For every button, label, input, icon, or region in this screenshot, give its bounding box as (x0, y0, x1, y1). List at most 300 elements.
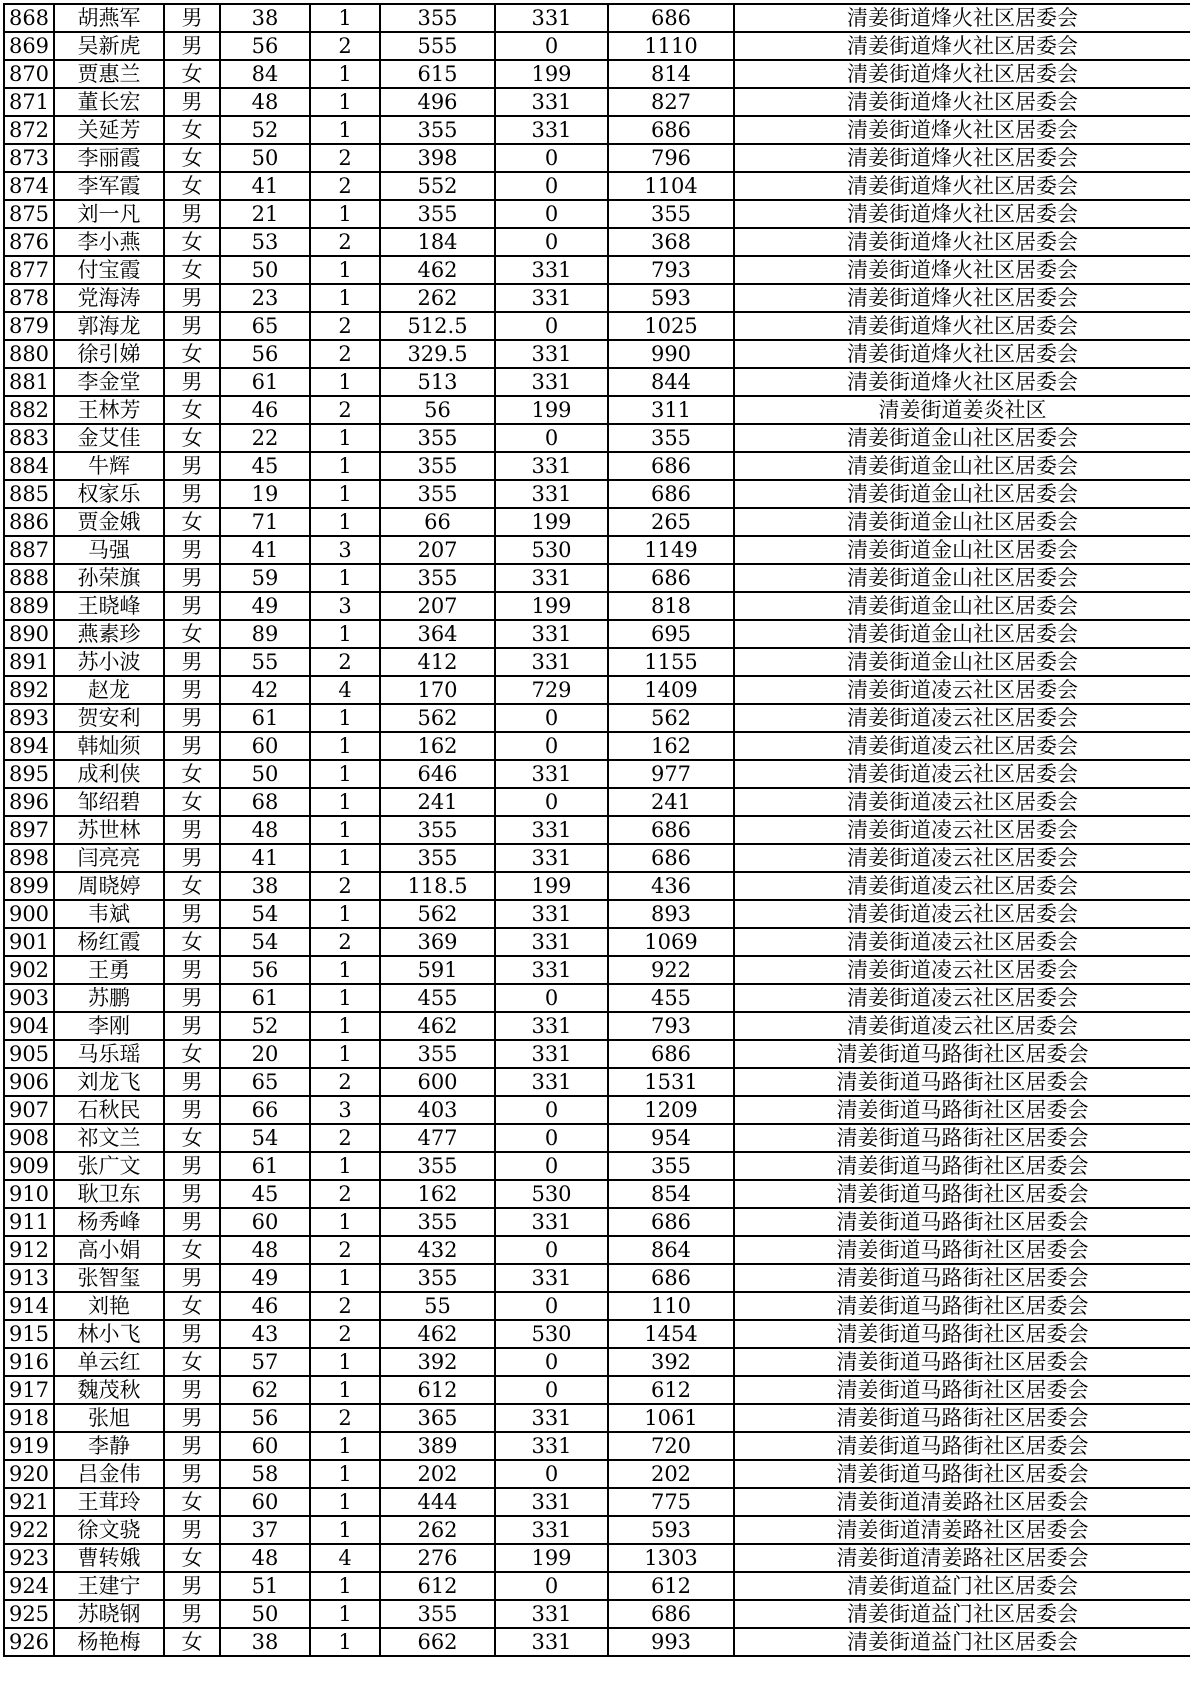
table-row (4, 368, 1190, 396)
household-size-cell: 1 (310, 1040, 380, 1068)
table-row (4, 1096, 1190, 1124)
name-cell: 耿卫东 (54, 1180, 164, 1208)
total-amount-cell: 1409 (608, 676, 734, 704)
row-number-cell: 907 (4, 1096, 54, 1124)
total-amount-cell: 368 (608, 228, 734, 256)
supplement-amount-cell: 331 (495, 564, 608, 592)
row-number-cell: 898 (4, 844, 54, 872)
total-amount-cell: 1025 (608, 312, 734, 340)
table-row (4, 956, 1190, 984)
household-size-cell: 1 (310, 788, 380, 816)
community-cell: 清姜街道凌云社区居委会 (734, 956, 1190, 984)
community-cell: 清姜街道烽火社区居委会 (734, 284, 1190, 312)
row-number-cell: 871 (4, 88, 54, 116)
community-cell: 清姜街道凌云社区居委会 (734, 984, 1190, 1012)
household-size-cell: 1 (310, 564, 380, 592)
row-number-cell: 877 (4, 256, 54, 284)
table-row (4, 1124, 1190, 1152)
row-number-cell: 925 (4, 1600, 54, 1628)
total-amount-cell: 686 (608, 816, 734, 844)
total-amount-cell: 355 (608, 200, 734, 228)
gender-cell: 男 (164, 1096, 220, 1124)
name-cell: 王勇 (54, 956, 164, 984)
table-row (4, 592, 1190, 620)
gender-cell: 女 (164, 396, 220, 424)
gender-cell: 男 (164, 312, 220, 340)
gender-cell: 女 (164, 508, 220, 536)
total-amount-cell: 977 (608, 760, 734, 788)
table-row (4, 1236, 1190, 1264)
household-size-cell: 1 (310, 732, 380, 760)
row-number-cell: 901 (4, 928, 54, 956)
per-capita-amount-cell: 355 (380, 844, 495, 872)
gender-cell: 男 (164, 4, 220, 32)
name-cell: 王晓峰 (54, 592, 164, 620)
total-amount-cell: 1069 (608, 928, 734, 956)
total-amount-cell: 893 (608, 900, 734, 928)
household-size-cell: 1 (310, 284, 380, 312)
gender-cell: 男 (164, 1208, 220, 1236)
household-size-cell: 1 (310, 4, 380, 32)
community-cell: 清姜街道马路街社区居委会 (734, 1320, 1190, 1348)
household-size-cell: 2 (310, 928, 380, 956)
age-cell: 19 (220, 480, 310, 508)
age-cell: 89 (220, 620, 310, 648)
gender-cell: 男 (164, 1404, 220, 1432)
gender-cell: 女 (164, 1236, 220, 1264)
table-row (4, 1208, 1190, 1236)
total-amount-cell: 1303 (608, 1544, 734, 1572)
community-cell: 清姜街道烽火社区居委会 (734, 312, 1190, 340)
supplement-amount-cell: 0 (495, 228, 608, 256)
table-row (4, 1544, 1190, 1572)
name-cell: 祁文兰 (54, 1124, 164, 1152)
gender-cell: 女 (164, 60, 220, 88)
name-cell: 苏鹏 (54, 984, 164, 1012)
household-size-cell: 4 (310, 676, 380, 704)
gender-cell: 女 (164, 1040, 220, 1068)
household-size-cell: 1 (310, 368, 380, 396)
community-cell: 清姜街道凌云社区居委会 (734, 788, 1190, 816)
community-cell: 清姜街道金山社区居委会 (734, 648, 1190, 676)
age-cell: 50 (220, 1600, 310, 1628)
supplement-amount-cell: 530 (495, 1320, 608, 1348)
household-size-cell: 1 (310, 1432, 380, 1460)
name-cell: 李金堂 (54, 368, 164, 396)
community-cell: 清姜街道马路街社区居委会 (734, 1376, 1190, 1404)
age-cell: 38 (220, 872, 310, 900)
row-number-cell: 883 (4, 424, 54, 452)
table-row (4, 984, 1190, 1012)
household-size-cell: 2 (310, 648, 380, 676)
household-size-cell: 1 (310, 452, 380, 480)
age-cell: 56 (220, 1404, 310, 1432)
per-capita-amount-cell: 355 (380, 1208, 495, 1236)
supplement-amount-cell: 331 (495, 1264, 608, 1292)
row-number-cell: 897 (4, 816, 54, 844)
name-cell: 吕金伟 (54, 1460, 164, 1488)
table-row (4, 452, 1190, 480)
table-row (4, 4, 1190, 32)
age-cell: 54 (220, 900, 310, 928)
per-capita-amount-cell: 355 (380, 480, 495, 508)
per-capita-amount-cell: 184 (380, 228, 495, 256)
supplement-amount-cell: 0 (495, 1292, 608, 1320)
table-row (4, 1068, 1190, 1096)
per-capita-amount-cell: 512.5 (380, 312, 495, 340)
total-amount-cell: 436 (608, 872, 734, 900)
community-cell: 清姜街道金山社区居委会 (734, 620, 1190, 648)
community-cell: 清姜街道清姜路社区居委会 (734, 1544, 1190, 1572)
supplement-amount-cell: 331 (495, 1040, 608, 1068)
row-number-cell: 880 (4, 340, 54, 368)
household-size-cell: 2 (310, 1320, 380, 1348)
household-size-cell: 2 (310, 396, 380, 424)
name-cell: 党海涛 (54, 284, 164, 312)
row-number-cell: 926 (4, 1628, 54, 1656)
table-row (4, 1404, 1190, 1432)
age-cell: 50 (220, 144, 310, 172)
supplement-amount-cell: 0 (495, 984, 608, 1012)
name-cell: 贾金娥 (54, 508, 164, 536)
community-cell: 清姜街道凌云社区居委会 (734, 844, 1190, 872)
supplement-amount-cell: 199 (495, 592, 608, 620)
supplement-amount-cell: 199 (495, 508, 608, 536)
age-cell: 37 (220, 1516, 310, 1544)
total-amount-cell: 1155 (608, 648, 734, 676)
per-capita-amount-cell: 496 (380, 88, 495, 116)
per-capita-amount-cell: 365 (380, 1404, 495, 1432)
table-row (4, 900, 1190, 928)
row-number-cell: 869 (4, 32, 54, 60)
table-row (4, 228, 1190, 256)
household-size-cell: 1 (310, 508, 380, 536)
community-cell: 清姜街道烽火社区居委会 (734, 340, 1190, 368)
household-size-cell: 3 (310, 1096, 380, 1124)
table-row (4, 872, 1190, 900)
row-number-cell: 887 (4, 536, 54, 564)
per-capita-amount-cell: 355 (380, 1040, 495, 1068)
name-cell: 石秋民 (54, 1096, 164, 1124)
household-size-cell: 1 (310, 116, 380, 144)
supplement-amount-cell: 331 (495, 648, 608, 676)
gender-cell: 男 (164, 1012, 220, 1040)
per-capita-amount-cell: 646 (380, 760, 495, 788)
row-number-cell: 920 (4, 1460, 54, 1488)
age-cell: 20 (220, 1040, 310, 1068)
supplement-amount-cell: 0 (495, 704, 608, 732)
per-capita-amount-cell: 355 (380, 816, 495, 844)
gender-cell: 女 (164, 424, 220, 452)
per-capita-amount-cell: 403 (380, 1096, 495, 1124)
per-capita-amount-cell: 389 (380, 1432, 495, 1460)
name-cell: 牛辉 (54, 452, 164, 480)
per-capita-amount-cell: 355 (380, 1600, 495, 1628)
gender-cell: 男 (164, 368, 220, 396)
table-row (4, 340, 1190, 368)
age-cell: 71 (220, 508, 310, 536)
name-cell: 张旭 (54, 1404, 164, 1432)
table-row (4, 816, 1190, 844)
age-cell: 46 (220, 1292, 310, 1320)
per-capita-amount-cell: 241 (380, 788, 495, 816)
name-cell: 曹转娥 (54, 1544, 164, 1572)
name-cell: 董长宏 (54, 88, 164, 116)
household-size-cell: 1 (310, 88, 380, 116)
total-amount-cell: 793 (608, 1012, 734, 1040)
supplement-amount-cell: 331 (495, 760, 608, 788)
supplement-amount-cell: 331 (495, 1208, 608, 1236)
community-cell: 清姜街道马路街社区居委会 (734, 1096, 1190, 1124)
community-cell: 清姜街道凌云社区居委会 (734, 816, 1190, 844)
row-number-cell: 888 (4, 564, 54, 592)
gender-cell: 男 (164, 956, 220, 984)
gender-cell: 男 (164, 1376, 220, 1404)
community-cell: 清姜街道烽火社区居委会 (734, 228, 1190, 256)
name-cell: 高小娟 (54, 1236, 164, 1264)
total-amount-cell: 793 (608, 256, 734, 284)
total-amount-cell: 827 (608, 88, 734, 116)
name-cell: 苏小波 (54, 648, 164, 676)
gender-cell: 男 (164, 816, 220, 844)
per-capita-amount-cell: 455 (380, 984, 495, 1012)
table-row (4, 1376, 1190, 1404)
gender-cell: 女 (164, 1628, 220, 1656)
supplement-amount-cell: 0 (495, 1572, 608, 1600)
supplement-amount-cell: 331 (495, 620, 608, 648)
gender-cell: 女 (164, 228, 220, 256)
name-cell: 张广文 (54, 1152, 164, 1180)
row-number-cell: 921 (4, 1488, 54, 1516)
age-cell: 53 (220, 228, 310, 256)
total-amount-cell: 854 (608, 1180, 734, 1208)
community-cell: 清姜街道马路街社区居委会 (734, 1460, 1190, 1488)
row-number-cell: 916 (4, 1348, 54, 1376)
per-capita-amount-cell: 612 (380, 1376, 495, 1404)
per-capita-amount-cell: 355 (380, 1264, 495, 1292)
name-cell: 王茸玲 (54, 1488, 164, 1516)
row-number-cell: 885 (4, 480, 54, 508)
age-cell: 60 (220, 732, 310, 760)
gender-cell: 男 (164, 1068, 220, 1096)
community-cell: 清姜街道凌云社区居委会 (734, 760, 1190, 788)
supplement-amount-cell: 331 (495, 480, 608, 508)
age-cell: 61 (220, 704, 310, 732)
community-cell: 清姜街道马路街社区居委会 (734, 1068, 1190, 1096)
row-number-cell: 906 (4, 1068, 54, 1096)
name-cell: 孙荣旗 (54, 564, 164, 592)
household-size-cell: 2 (310, 1180, 380, 1208)
table-row (4, 1320, 1190, 1348)
per-capita-amount-cell: 55 (380, 1292, 495, 1320)
gender-cell: 男 (164, 88, 220, 116)
household-size-cell: 1 (310, 424, 380, 452)
community-cell: 清姜街道凌云社区居委会 (734, 704, 1190, 732)
total-amount-cell: 954 (608, 1124, 734, 1152)
name-cell: 贾惠兰 (54, 60, 164, 88)
supplement-amount-cell: 0 (495, 312, 608, 340)
per-capita-amount-cell: 355 (380, 200, 495, 228)
row-number-cell: 895 (4, 760, 54, 788)
supplement-amount-cell: 530 (495, 536, 608, 564)
table-row (4, 256, 1190, 284)
per-capita-amount-cell: 262 (380, 284, 495, 312)
total-amount-cell: 818 (608, 592, 734, 620)
age-cell: 41 (220, 536, 310, 564)
supplement-amount-cell: 331 (495, 1012, 608, 1040)
total-amount-cell: 993 (608, 1628, 734, 1656)
total-amount-cell: 593 (608, 284, 734, 312)
table-row (4, 1264, 1190, 1292)
supplement-amount-cell: 331 (495, 256, 608, 284)
age-cell: 45 (220, 452, 310, 480)
name-cell: 魏茂秋 (54, 1376, 164, 1404)
name-cell: 张智玺 (54, 1264, 164, 1292)
supplement-amount-cell: 0 (495, 1376, 608, 1404)
community-cell: 清姜街道马路街社区居委会 (734, 1404, 1190, 1432)
total-amount-cell: 686 (608, 1208, 734, 1236)
age-cell: 60 (220, 1488, 310, 1516)
name-cell: 徐文骁 (54, 1516, 164, 1544)
name-cell: 付宝霞 (54, 256, 164, 284)
total-amount-cell: 612 (608, 1376, 734, 1404)
community-cell: 清姜街道马路街社区居委会 (734, 1432, 1190, 1460)
gender-cell: 男 (164, 1516, 220, 1544)
row-number-cell: 911 (4, 1208, 54, 1236)
total-amount-cell: 562 (608, 704, 734, 732)
total-amount-cell: 355 (608, 1152, 734, 1180)
gender-cell: 男 (164, 564, 220, 592)
supplement-amount-cell: 331 (495, 900, 608, 928)
community-cell: 清姜街道马路街社区居委会 (734, 1292, 1190, 1320)
row-number-cell: 889 (4, 592, 54, 620)
table-row (4, 1460, 1190, 1488)
name-cell: 刘一凡 (54, 200, 164, 228)
supplement-amount-cell: 331 (495, 1488, 608, 1516)
gender-cell: 女 (164, 1544, 220, 1572)
household-size-cell: 4 (310, 1544, 380, 1572)
household-size-cell: 2 (310, 228, 380, 256)
name-cell: 李小燕 (54, 228, 164, 256)
per-capita-amount-cell: 432 (380, 1236, 495, 1264)
household-size-cell: 1 (310, 200, 380, 228)
name-cell: 权家乐 (54, 480, 164, 508)
supplement-amount-cell: 0 (495, 1460, 608, 1488)
gender-cell: 女 (164, 256, 220, 284)
age-cell: 55 (220, 648, 310, 676)
age-cell: 65 (220, 1068, 310, 1096)
supplement-amount-cell: 199 (495, 396, 608, 424)
household-size-cell: 1 (310, 900, 380, 928)
community-cell: 清姜街道烽火社区居委会 (734, 368, 1190, 396)
age-cell: 21 (220, 200, 310, 228)
per-capita-amount-cell: 462 (380, 1320, 495, 1348)
name-cell: 王建宁 (54, 1572, 164, 1600)
total-amount-cell: 1209 (608, 1096, 734, 1124)
total-amount-cell: 686 (608, 1600, 734, 1628)
name-cell: 吴新虎 (54, 32, 164, 60)
gender-cell: 男 (164, 284, 220, 312)
community-cell: 清姜街道金山社区居委会 (734, 452, 1190, 480)
per-capita-amount-cell: 66 (380, 508, 495, 536)
row-number-cell: 872 (4, 116, 54, 144)
age-cell: 52 (220, 1012, 310, 1040)
total-amount-cell: 1454 (608, 1320, 734, 1348)
supplement-amount-cell: 331 (495, 1068, 608, 1096)
supplement-amount-cell: 0 (495, 1348, 608, 1376)
household-size-cell: 2 (310, 172, 380, 200)
name-cell: 李丽霞 (54, 144, 164, 172)
age-cell: 45 (220, 1180, 310, 1208)
gender-cell: 男 (164, 1460, 220, 1488)
age-cell: 48 (220, 1236, 310, 1264)
per-capita-amount-cell: 662 (380, 1628, 495, 1656)
age-cell: 50 (220, 256, 310, 284)
age-cell: 23 (220, 284, 310, 312)
row-number-cell: 900 (4, 900, 54, 928)
community-cell: 清姜街道马路街社区居委会 (734, 1236, 1190, 1264)
row-number-cell: 914 (4, 1292, 54, 1320)
gender-cell: 女 (164, 340, 220, 368)
supplement-amount-cell: 331 (495, 368, 608, 396)
name-cell: 刘艳 (54, 1292, 164, 1320)
total-amount-cell: 1531 (608, 1068, 734, 1096)
row-number-cell: 918 (4, 1404, 54, 1432)
household-size-cell: 1 (310, 1572, 380, 1600)
community-cell: 清姜街道烽火社区居委会 (734, 200, 1190, 228)
name-cell: 苏世林 (54, 816, 164, 844)
name-cell: 杨红霞 (54, 928, 164, 956)
household-size-cell: 1 (310, 1460, 380, 1488)
row-number-cell: 873 (4, 144, 54, 172)
total-amount-cell: 686 (608, 116, 734, 144)
community-cell: 清姜街道烽火社区居委会 (734, 172, 1190, 200)
household-size-cell: 1 (310, 60, 380, 88)
per-capita-amount-cell: 262 (380, 1516, 495, 1544)
total-amount-cell: 1104 (608, 172, 734, 200)
name-cell: 贺安利 (54, 704, 164, 732)
supplement-amount-cell: 0 (495, 424, 608, 452)
gender-cell: 男 (164, 984, 220, 1012)
total-amount-cell: 311 (608, 396, 734, 424)
supplement-amount-cell: 331 (495, 844, 608, 872)
per-capita-amount-cell: 170 (380, 676, 495, 704)
age-cell: 54 (220, 928, 310, 956)
supplement-amount-cell: 331 (495, 452, 608, 480)
per-capita-amount-cell: 276 (380, 1544, 495, 1572)
supplement-amount-cell: 331 (495, 956, 608, 984)
table-row (4, 284, 1190, 312)
age-cell: 61 (220, 1152, 310, 1180)
row-number-cell: 874 (4, 172, 54, 200)
table-row (4, 312, 1190, 340)
age-cell: 41 (220, 844, 310, 872)
per-capita-amount-cell: 207 (380, 592, 495, 620)
name-cell: 马乐瑶 (54, 1040, 164, 1068)
total-amount-cell: 110 (608, 1292, 734, 1320)
name-cell: 王林芳 (54, 396, 164, 424)
age-cell: 66 (220, 1096, 310, 1124)
per-capita-amount-cell: 392 (380, 1348, 495, 1376)
age-cell: 65 (220, 312, 310, 340)
supplement-amount-cell: 331 (495, 116, 608, 144)
row-number-cell: 908 (4, 1124, 54, 1152)
age-cell: 57 (220, 1348, 310, 1376)
household-size-cell: 1 (310, 1348, 380, 1376)
row-number-cell: 905 (4, 1040, 54, 1068)
name-cell: 李静 (54, 1432, 164, 1460)
total-amount-cell: 775 (608, 1488, 734, 1516)
